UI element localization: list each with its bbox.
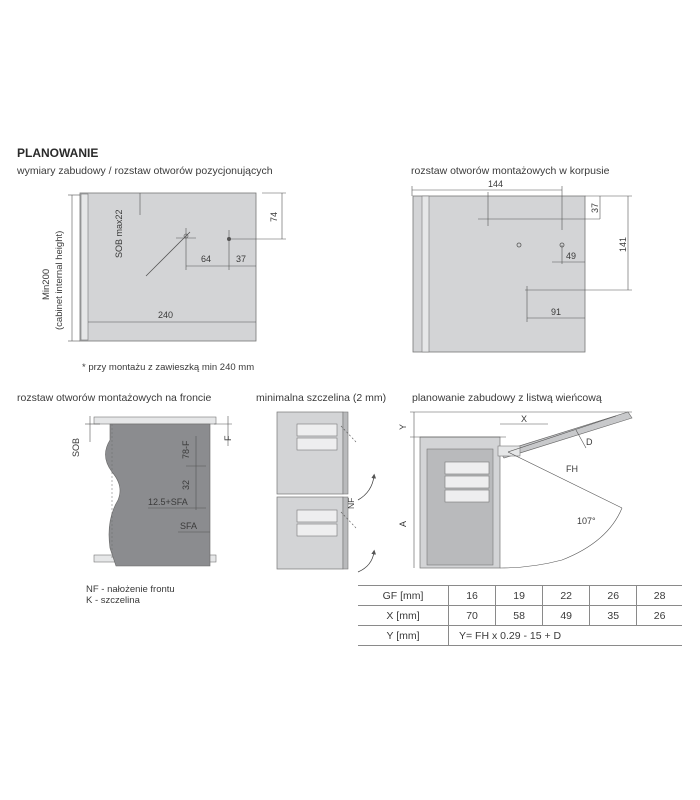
table-row bbox=[358, 626, 682, 646]
label-dim-74: 74 bbox=[269, 211, 279, 222]
section-title-carcass-holes: rozstaw otworów montażowych w korpusie bbox=[411, 165, 610, 177]
table-cell: 22 bbox=[543, 586, 590, 606]
section-title-front-holes: rozstaw otworów montażowych na froncie bbox=[17, 392, 212, 404]
table-cell: 28 bbox=[637, 586, 682, 606]
table-row bbox=[358, 606, 682, 626]
drawing-fitting-dimensions bbox=[41, 193, 286, 341]
label-angle-107: 107° bbox=[577, 516, 596, 526]
legend-k: K - szczelina bbox=[86, 595, 140, 606]
section-title-fitting-dimensions: wymiary zabudowy / rozstaw otworów pozycjonujących bbox=[17, 165, 273, 177]
label-dim-64: 64 bbox=[201, 254, 212, 264]
label-x: X bbox=[521, 414, 528, 424]
label-a: A bbox=[398, 520, 408, 527]
label-dim-144: 144 bbox=[488, 179, 504, 189]
legend-nf: NF - nałożenie frontu bbox=[86, 584, 175, 595]
table-cell: 35 bbox=[590, 606, 637, 626]
label-sfa: SFA bbox=[180, 521, 198, 531]
section-title-crown-molding: planowanie zabudowy z listwą wieńcową bbox=[412, 392, 602, 404]
label-12-5-sfa: 12.5+SFA bbox=[148, 497, 188, 507]
table-row bbox=[358, 586, 682, 606]
label-78-f: 78-F bbox=[181, 440, 191, 459]
table-cell: X [mm] bbox=[358, 606, 449, 626]
table-cell: 16 bbox=[449, 586, 496, 606]
label-nf-gap: NF bbox=[346, 497, 356, 509]
table-cell: 26 bbox=[637, 606, 682, 626]
table-cell: 26 bbox=[590, 586, 637, 606]
table-cell: 58 bbox=[496, 606, 543, 626]
label-32: 32 bbox=[181, 479, 191, 490]
label-dim-141: 141 bbox=[618, 236, 628, 252]
table-cell: 70 bbox=[449, 606, 496, 626]
label-sob-max: SOB max22 bbox=[114, 209, 124, 258]
label-d: D bbox=[586, 437, 593, 447]
label-sob-front: SOB bbox=[71, 437, 81, 457]
page-title: PLANOWANIE bbox=[17, 146, 99, 160]
table-cell: 19 bbox=[496, 586, 543, 606]
label-dim-37-carcass: 37 bbox=[590, 202, 600, 213]
section-title-min-gap: minimalna szczelina (2 mm) bbox=[256, 392, 387, 404]
table-cell-formula: Y= FH x 0.29 - 15 + D bbox=[449, 626, 683, 646]
installation-note: * przy montażu z zawieszką min 240 mm bbox=[82, 362, 255, 373]
label-fh: FH bbox=[566, 464, 578, 474]
label-dim-240: 240 bbox=[158, 310, 174, 320]
label-dim-37: 37 bbox=[236, 254, 247, 264]
drawing-crown-molding bbox=[398, 412, 632, 568]
drawing-min-gap bbox=[277, 412, 374, 572]
label-y: Y bbox=[398, 423, 408, 430]
drawing-carcass-holes bbox=[412, 179, 632, 352]
table-cell: 49 bbox=[543, 606, 590, 626]
table-cell: Y [mm] bbox=[358, 626, 449, 646]
label-cabinet-internal-height: (cabinet internal height) bbox=[54, 230, 65, 330]
drawing-front-holes bbox=[71, 416, 233, 566]
label-min200: Min200 bbox=[41, 268, 52, 300]
label-dim-91: 91 bbox=[551, 307, 562, 317]
table-cell: GF [mm] bbox=[358, 586, 449, 606]
spec-table bbox=[358, 585, 682, 646]
label-f: F bbox=[223, 435, 233, 441]
label-dim-49: 49 bbox=[566, 251, 577, 261]
